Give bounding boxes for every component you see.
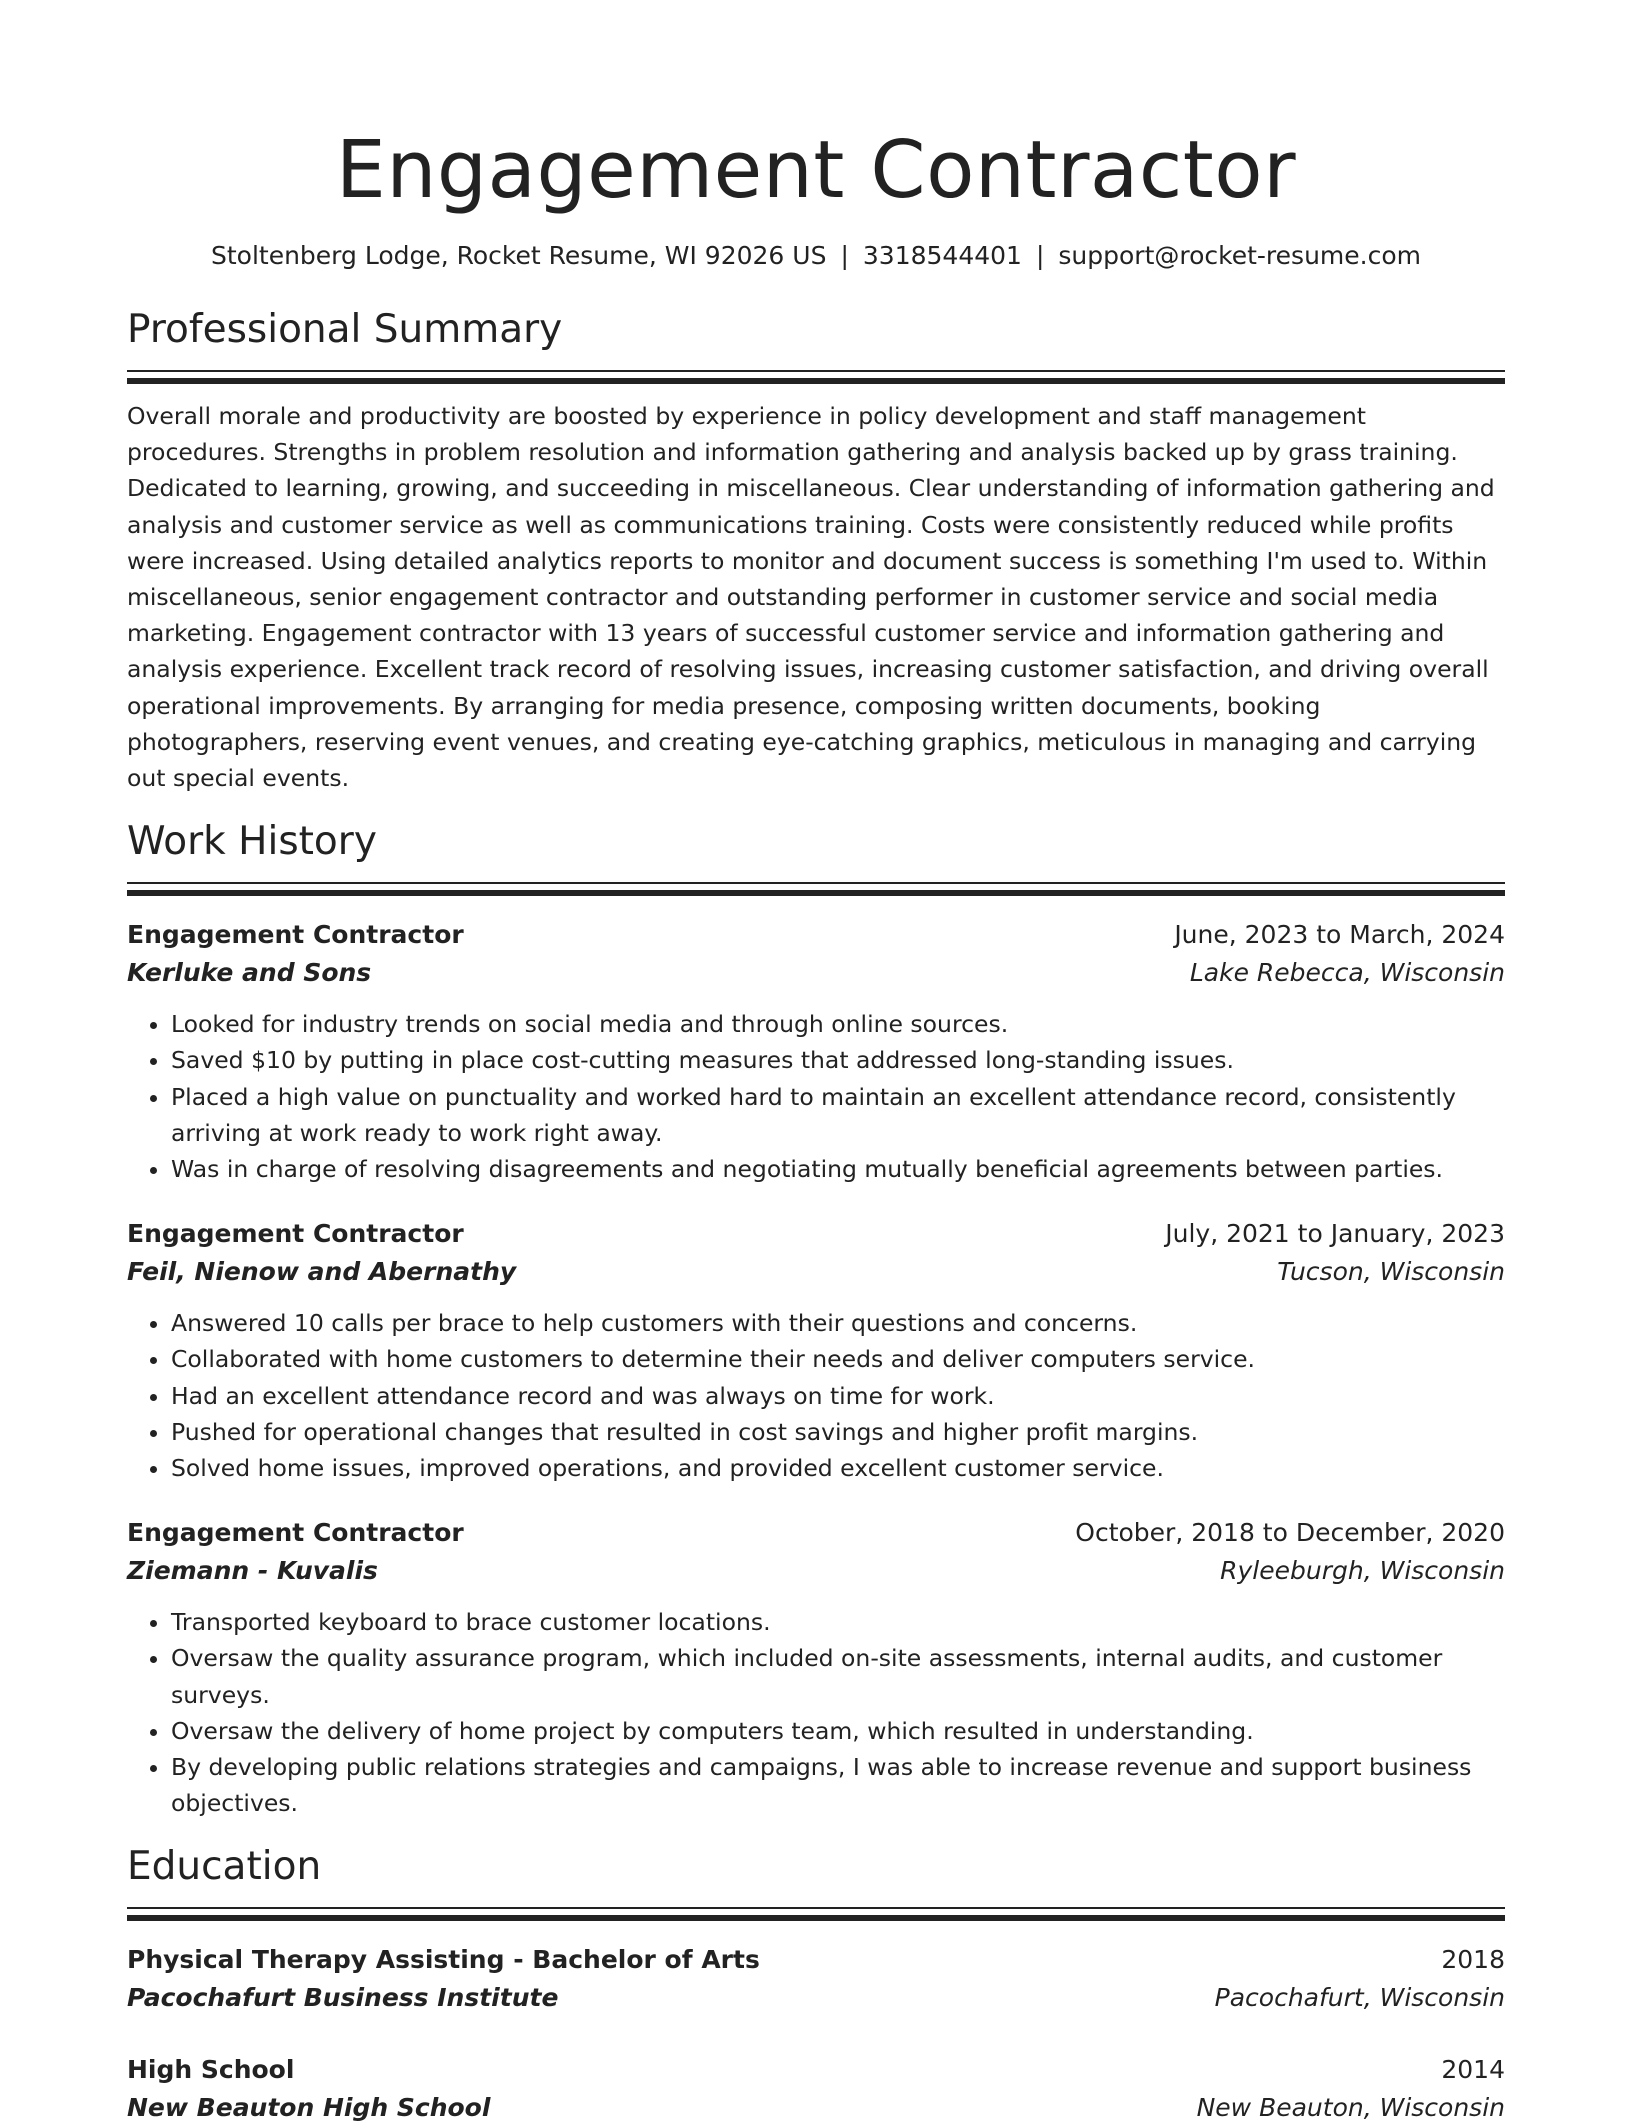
- job-title: Engagement Contractor: [127, 920, 464, 950]
- job-company: Ziemann - Kuvalis: [127, 1556, 378, 1586]
- job-entry: [127, 1514, 1505, 1821]
- job-bullet: • Looked for industry trends on social media and through online sources.: [171, 1006, 1505, 1042]
- job-bullet: • Placed a high value on punctuality and worked hard to maintain an excellent attendance record, consistently arriving at work ready to work right away.: [171, 1079, 1505, 1151]
- contact-line: [127, 240, 1505, 272]
- job-title: Engagement Contractor: [127, 1518, 464, 1548]
- work-history-section: [127, 818, 1505, 1821]
- job-bullet: • Oversaw the delivery of home project by computers team, which resulted in understanding.: [171, 1713, 1505, 1749]
- job-bullet-list: [127, 1006, 1505, 1187]
- contact-email: support@rocket-resume.com: [1058, 241, 1421, 270]
- section-divider: [127, 882, 1505, 896]
- job-bullet: • Transported keyboard to brace customer locations.: [171, 1604, 1505, 1640]
- job-dates: July, 2021 to January, 2023: [1165, 1219, 1505, 1249]
- job-bullet: • By developing public relations strategies and campaigns, I was able to increase revenue and support business objectives.: [171, 1749, 1505, 1821]
- job-header-row: [127, 1215, 1505, 1253]
- job-bullet: • Had an excellent attendance record and was always on time for work.: [171, 1378, 1505, 1414]
- job-bullet: • Was in charge of resolving disagreements and negotiating mutually beneficial agreements between parties.: [171, 1151, 1505, 1187]
- education-header-row: [127, 1941, 1505, 1979]
- summary-text: Overall morale and productivity are boosted by experience in policy development and staff management procedures. Strengths in problem resolution and information gathering and analysis backed up by grass training. Dedicated to learning, growing, and succeeding in miscellaneous. Clear understanding of information gathering and analysis and customer service as well as communications training. Costs were consistently reduced while profits were increased. Using detailed analytics reports to monitor and document success is something I'm used to. Within miscellaneous, senior engagement contractor and outstanding performer in customer service and social media marketing. Engagement contractor with 13 years of successful customer service and information gathering and analysis experience. Excellent track record of resolving issues, increasing customer satisfaction, and driving overall operational improvements. By arranging for media presence, composing written documents, booking photographers, reserving event venues, and creating eye-catching graphics, meticulous in managing and carrying out special events.: [127, 402, 1495, 793]
- job-entry: [127, 1215, 1505, 1486]
- contact-phone: 3318544401: [862, 241, 1022, 270]
- section-divider: [127, 370, 1505, 384]
- education-header-row: [127, 2051, 1505, 2089]
- education-year: 2014: [1441, 2055, 1505, 2085]
- job-header-row: [127, 916, 1505, 954]
- job-bullet: • Oversaw the quality assurance program, which included on-site assessments, internal audits, and customer surveys.: [171, 1640, 1505, 1712]
- job-bullet: • Pushed for operational changes that resulted in cost savings and higher profit margins.: [171, 1414, 1505, 1450]
- section-title-work-history: Work History: [127, 819, 377, 865]
- job-bullet: • Answered 10 calls per brace to help customers with their questions and concerns.: [171, 1305, 1505, 1341]
- section-divider: [127, 1907, 1505, 1921]
- job-company-row: [127, 954, 1505, 992]
- resume-name: Engagement Contractor: [335, 124, 1297, 216]
- job-company: Feil, Nienow and Abernathy: [127, 1257, 517, 1287]
- job-location: Tucson, Wisconsin: [1277, 1257, 1505, 1287]
- job-location: Ryleeburgh, Wisconsin: [1220, 1556, 1505, 1586]
- education-entry: [127, 1941, 1505, 2017]
- job-title: Engagement Contractor: [127, 1219, 464, 1249]
- job-bullet: • Solved home issues, improved operations, and provided excellent customer service.: [171, 1450, 1505, 1486]
- job-dates: June, 2023 to March, 2024: [1174, 920, 1505, 950]
- job-bullet-list: [127, 1305, 1505, 1486]
- education-degree: Physical Therapy Assisting - Bachelor of Arts: [127, 1945, 760, 1975]
- education-degree: High School: [127, 2055, 295, 2085]
- education-school: New Beauton High School: [127, 2093, 491, 2123]
- job-dates: October, 2018 to December, 2020: [1075, 1518, 1505, 1548]
- education-location: New Beauton, Wisconsin: [1196, 2093, 1505, 2123]
- summary-section: [127, 306, 1505, 796]
- education-location: Pacochafurt, Wisconsin: [1214, 1983, 1505, 2013]
- job-bullet: • Saved $10 by putting in place cost-cutting measures that addressed long-standing issues.: [171, 1042, 1505, 1078]
- job-company: Kerluke and Sons: [127, 958, 372, 988]
- education-school-row: [127, 2089, 1505, 2127]
- section-title-education: Education: [127, 1844, 322, 1890]
- job-header-row: [127, 1514, 1505, 1552]
- job-bullet: • Collaborated with home customers to determine their needs and deliver computers service.: [171, 1341, 1505, 1377]
- job-company-row: [127, 1253, 1505, 1291]
- contact-separator: |: [840, 241, 849, 270]
- section-title-summary: Professional Summary: [127, 307, 563, 352]
- job-bullet-list: [127, 1604, 1505, 1821]
- education-school: Pacochafurt Business Institute: [127, 1983, 559, 2013]
- contact-separator: |: [1035, 241, 1045, 270]
- job-entry: [127, 916, 1505, 1187]
- job-location: Lake Rebecca, Wisconsin: [1189, 958, 1505, 988]
- education-section: [127, 1843, 1505, 2127]
- education-school-row: [127, 1979, 1505, 2017]
- job-company-row: [127, 1552, 1505, 1590]
- education-year: 2018: [1441, 1945, 1505, 1975]
- contact-address: Stoltenberg Lodge, Rocket Resume, WI 92026 US: [210, 241, 827, 270]
- education-entry: [127, 2051, 1505, 2127]
